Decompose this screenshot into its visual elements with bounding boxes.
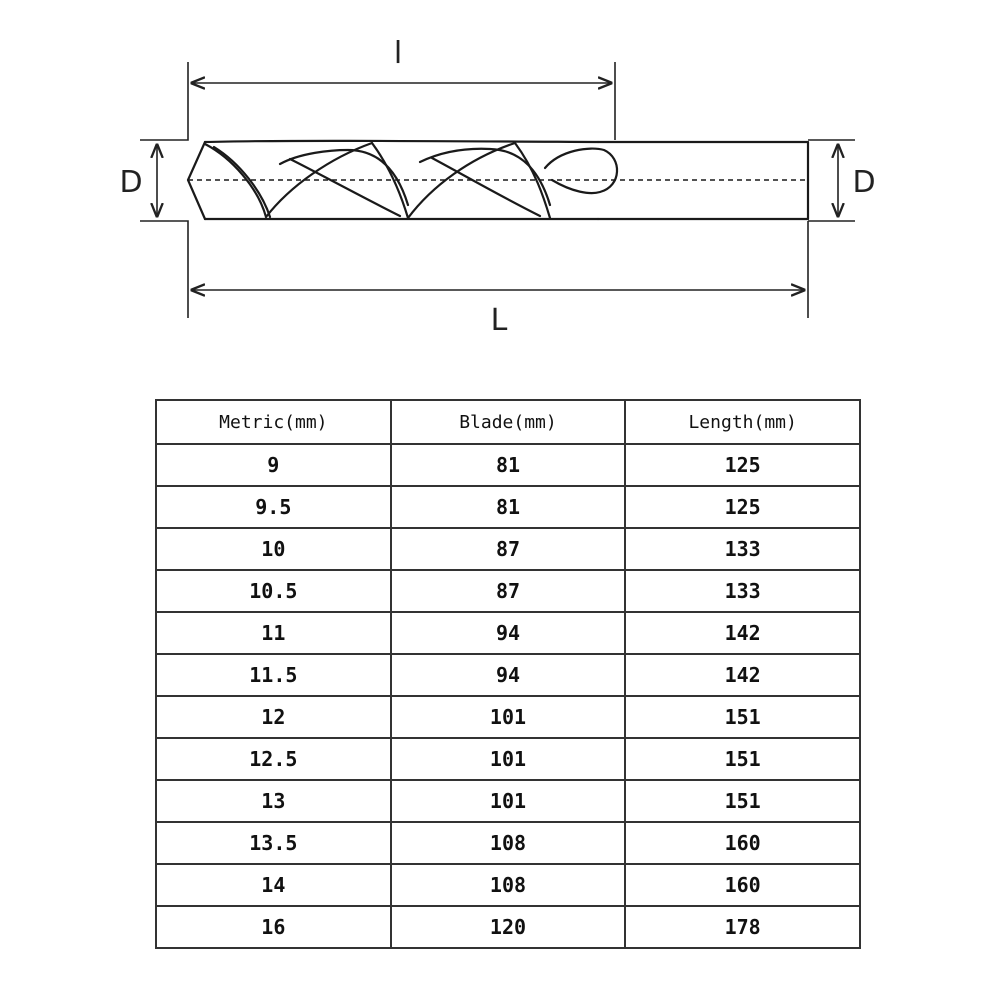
cell-metric: 11.5 bbox=[156, 654, 391, 696]
table-body bbox=[156, 444, 860, 948]
cell-metric: 10 bbox=[156, 528, 391, 570]
cell-blade: 94 bbox=[391, 612, 626, 654]
table-row bbox=[156, 822, 860, 864]
cell-metric: 13 bbox=[156, 780, 391, 822]
cell-length: 133 bbox=[625, 570, 860, 612]
flute-3 bbox=[290, 159, 400, 216]
header-blade: Blade(mm) bbox=[391, 400, 626, 444]
header-metric: Metric(mm) bbox=[156, 400, 391, 444]
table-row bbox=[156, 906, 860, 948]
cell-metric: 9.5 bbox=[156, 486, 391, 528]
cell-metric: 12.5 bbox=[156, 738, 391, 780]
cell-metric: 14 bbox=[156, 864, 391, 906]
total-length-label: L bbox=[490, 303, 508, 338]
cell-blade: 81 bbox=[391, 486, 626, 528]
drill-size-table bbox=[155, 399, 861, 949]
extension-lines bbox=[140, 62, 855, 318]
cell-length: 178 bbox=[625, 906, 860, 948]
header-length: Length(mm) bbox=[625, 400, 860, 444]
table-row bbox=[156, 654, 860, 696]
cell-length: 151 bbox=[625, 696, 860, 738]
cell-metric: 11 bbox=[156, 612, 391, 654]
cell-blade: 87 bbox=[391, 528, 626, 570]
cell-length: 151 bbox=[625, 780, 860, 822]
table-header-row bbox=[156, 400, 860, 444]
table-row bbox=[156, 696, 860, 738]
blade-length-label: l bbox=[393, 36, 403, 71]
cell-length: 142 bbox=[625, 654, 860, 696]
cell-length: 125 bbox=[625, 444, 860, 486]
diameter-label-left: D bbox=[119, 165, 143, 200]
table-row bbox=[156, 738, 860, 780]
flute-runout bbox=[545, 149, 617, 193]
table-row bbox=[156, 780, 860, 822]
cell-length: 142 bbox=[625, 612, 860, 654]
cell-blade: 120 bbox=[391, 906, 626, 948]
cell-blade: 101 bbox=[391, 780, 626, 822]
cell-length: 160 bbox=[625, 864, 860, 906]
cell-blade: 87 bbox=[391, 570, 626, 612]
cell-metric: 16 bbox=[156, 906, 391, 948]
drill-bit-drawing bbox=[0, 0, 1000, 370]
cell-length: 160 bbox=[625, 822, 860, 864]
cell-metric: 13.5 bbox=[156, 822, 391, 864]
flute-6 bbox=[432, 158, 540, 216]
table-row bbox=[156, 570, 860, 612]
diameter-label-right: D bbox=[852, 165, 876, 200]
table-row bbox=[156, 528, 860, 570]
table-row bbox=[156, 864, 860, 906]
flute-5b bbox=[420, 149, 550, 205]
cell-blade: 101 bbox=[391, 696, 626, 738]
cell-length: 125 bbox=[625, 486, 860, 528]
cell-length: 151 bbox=[625, 738, 860, 780]
cell-blade: 101 bbox=[391, 738, 626, 780]
cell-metric: 12 bbox=[156, 696, 391, 738]
table-row bbox=[156, 486, 860, 528]
cell-blade: 94 bbox=[391, 654, 626, 696]
cell-blade: 108 bbox=[391, 864, 626, 906]
table-row bbox=[156, 444, 860, 486]
cell-metric: 10.5 bbox=[156, 570, 391, 612]
cell-blade: 108 bbox=[391, 822, 626, 864]
flute-2b bbox=[280, 150, 408, 205]
table-row bbox=[156, 612, 860, 654]
cell-length: 133 bbox=[625, 528, 860, 570]
cell-metric: 9 bbox=[156, 444, 391, 486]
cell-blade: 81 bbox=[391, 444, 626, 486]
